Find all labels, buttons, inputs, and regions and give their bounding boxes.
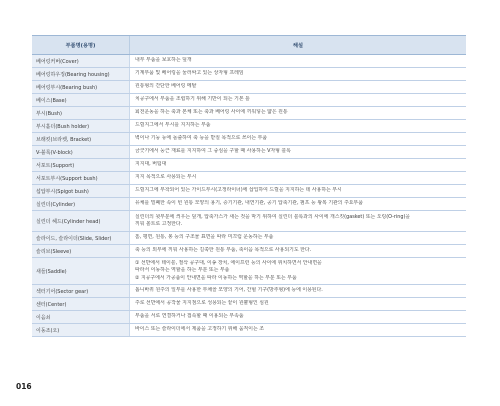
table-row [32,146,466,159]
description-line: 회전운동을 하는 축과 본체 또는 축과 베어링 사이에 끼워넣는 얇은 원통 [135,109,288,116]
description-line: 기계부품 및 베어링을 둘러싸고 있는 상자형 프레임 [135,70,244,77]
description-line: 홈, 평면, 원통, 봉 등의 구조물 표면을 따라 미끄럼 운동하는 부품 [135,234,274,241]
row-description [130,146,466,158]
table-row [32,55,466,68]
row-description [130,68,466,80]
row-description [130,94,466,106]
row-term: 실린더 헤드(Cylinder head) [32,211,130,231]
row-term: 브래킷(브라켓, Bracket) [32,133,130,145]
row-term: 이음쇠 [32,311,130,323]
row-term: 베어링하우징(Bearing housing) [32,68,130,80]
table-row [32,159,466,172]
row-description [130,324,466,336]
row-description [130,245,466,257]
table-row [32,198,466,211]
row-description [130,81,466,93]
row-term: 서포트부시(Support bush) [32,172,130,184]
table-row [32,133,466,146]
table-row [32,94,466,107]
row-term: 서포트(Support) [32,159,130,171]
row-term: 베어링커버(Cover) [32,55,130,67]
description-line: 축 등의 외부에 끼워 사용하는 길쭉한 원통 부품, 축이음 목적으로 사용되기도 한다. [135,247,312,254]
row-description [130,232,466,244]
row-description [130,298,466,310]
row-term: 이동조(오) [32,324,130,336]
row-description [130,120,466,132]
header-description: 해설 [292,42,304,49]
row-description [130,198,466,210]
row-term: 부시(Bush) [32,107,130,119]
table-row [32,258,466,285]
table-row [32,324,466,337]
table-row [32,245,466,258]
row-description [130,55,466,67]
row-description [130,311,466,323]
description-line: 끼워 볼트로 고정한다. [135,221,183,227]
table-row [32,285,466,298]
table-header [32,36,466,55]
table-row [32,172,466,185]
description-line: ① 선반에서 테이블, 절삭 공구대, 이송 장치, 에이프런 등의 사이에 위치하면서 안내면을 [135,259,322,266]
table-row [32,311,466,324]
description-line: 톱니바퀴 원주의 일부를 사용한 부채꼴 모양의 기어, 간헐 기구(방추형)에 등에 이용된다. [135,287,323,294]
row-term: 섹터기어(Sector gear) [32,285,130,297]
table-row [32,232,466,245]
row-description [130,258,466,284]
row-description [130,107,466,119]
row-description [130,185,466,197]
description-line: 유체를 밀폐한 속이 빈 원통 모양의 용기, 증기기관, 내연기관, 공기 압축기관, 펌프 등 왕복 기관의 주요부품 [135,200,363,207]
row-description [130,159,466,171]
table-row [32,81,466,94]
description-line: 지지대, 버팀대 [135,161,167,168]
description-line: 벽이나 기둥 등에 돌출하여 축 등을 받칠 목적으로 쓰이는 부품 [135,135,268,142]
description-line: 실린더의 윗부분에 씌우는 덮개, 압축가스가 새는 것을 막기 위하여 실린더 블록과의 사이에 개스킷(gasket) 또는 오링(O-ring)을 [135,213,411,220]
table-row [32,107,466,120]
table-body [32,55,466,337]
row-term: 베이스(Base) [32,94,130,106]
description-line: 부품을 서로 연결하거나 접속할 때 이용되는 부속품 [135,313,244,320]
description-line: 주로 선반에서 공작물 지지점으로 성용되는 끝이 원뿔형인 심원 [135,300,269,307]
description-line: 바이스 또는 슬라이더에서 제품을 고정하기 위해 움직이는 조 [135,326,264,333]
description-line: 드릴지그에서 부시를 지지하는 부품 [135,122,211,129]
table-row [32,211,466,232]
description-line: 내부 부품을 보호하는 덮개 [135,57,192,64]
table-row [32,120,466,133]
description-line: ② 지공구에서 가공품이 안내면을 따라 이동하는 역할을 하는 부분 또는 부품 [135,274,297,281]
row-term: 센터(Center) [32,298,130,310]
row-description [130,211,466,231]
row-term: V-블록(V-block) [32,146,130,158]
table-row [32,68,466,81]
row-term: 섭압부시(Spigot bush) [32,185,130,197]
row-description [130,172,466,184]
parts-glossary-table [32,35,466,337]
table-row [32,185,466,198]
row-term: 슬라이드, 슬라이더(Slide, Slider) [32,232,130,244]
row-description [130,133,466,145]
description-line: 치공구에서 부품을 조립하기 위해 기반이 되는 기본 틀 [135,96,250,103]
row-term: 새들(Saddle) [32,258,130,284]
row-description [130,285,466,297]
description-line: 원통형의 간단한 베어링 메탈 [135,83,197,90]
row-term: 실린더(Cylinder) [32,198,130,210]
description-line: 따라서 이동하는 역할을 하는 부분 또는 부품 [135,267,230,274]
page-number: 016 [16,382,32,391]
row-term: 부시홀더(Bush holder) [32,120,130,132]
row-term: 베어링부시(Bearing bush) [32,81,130,93]
description-line: 지지 목적으로 사용되는 부시 [135,174,197,181]
row-term: 슬리브(Sleeve) [32,245,130,257]
description-line: 금긋기에서 둥근 재료를 지지하여 그 중심을 구할 때 사용하는 V자형 블록 [135,148,291,155]
description-line: 드릴지그에 부착되어 있는 가이드부시(고정라이너)에 삽입하여 드릴을 지지하는 데 사용하는 부시 [135,187,342,194]
table-row [32,298,466,311]
header-term: 부품명(용명) [32,36,130,54]
